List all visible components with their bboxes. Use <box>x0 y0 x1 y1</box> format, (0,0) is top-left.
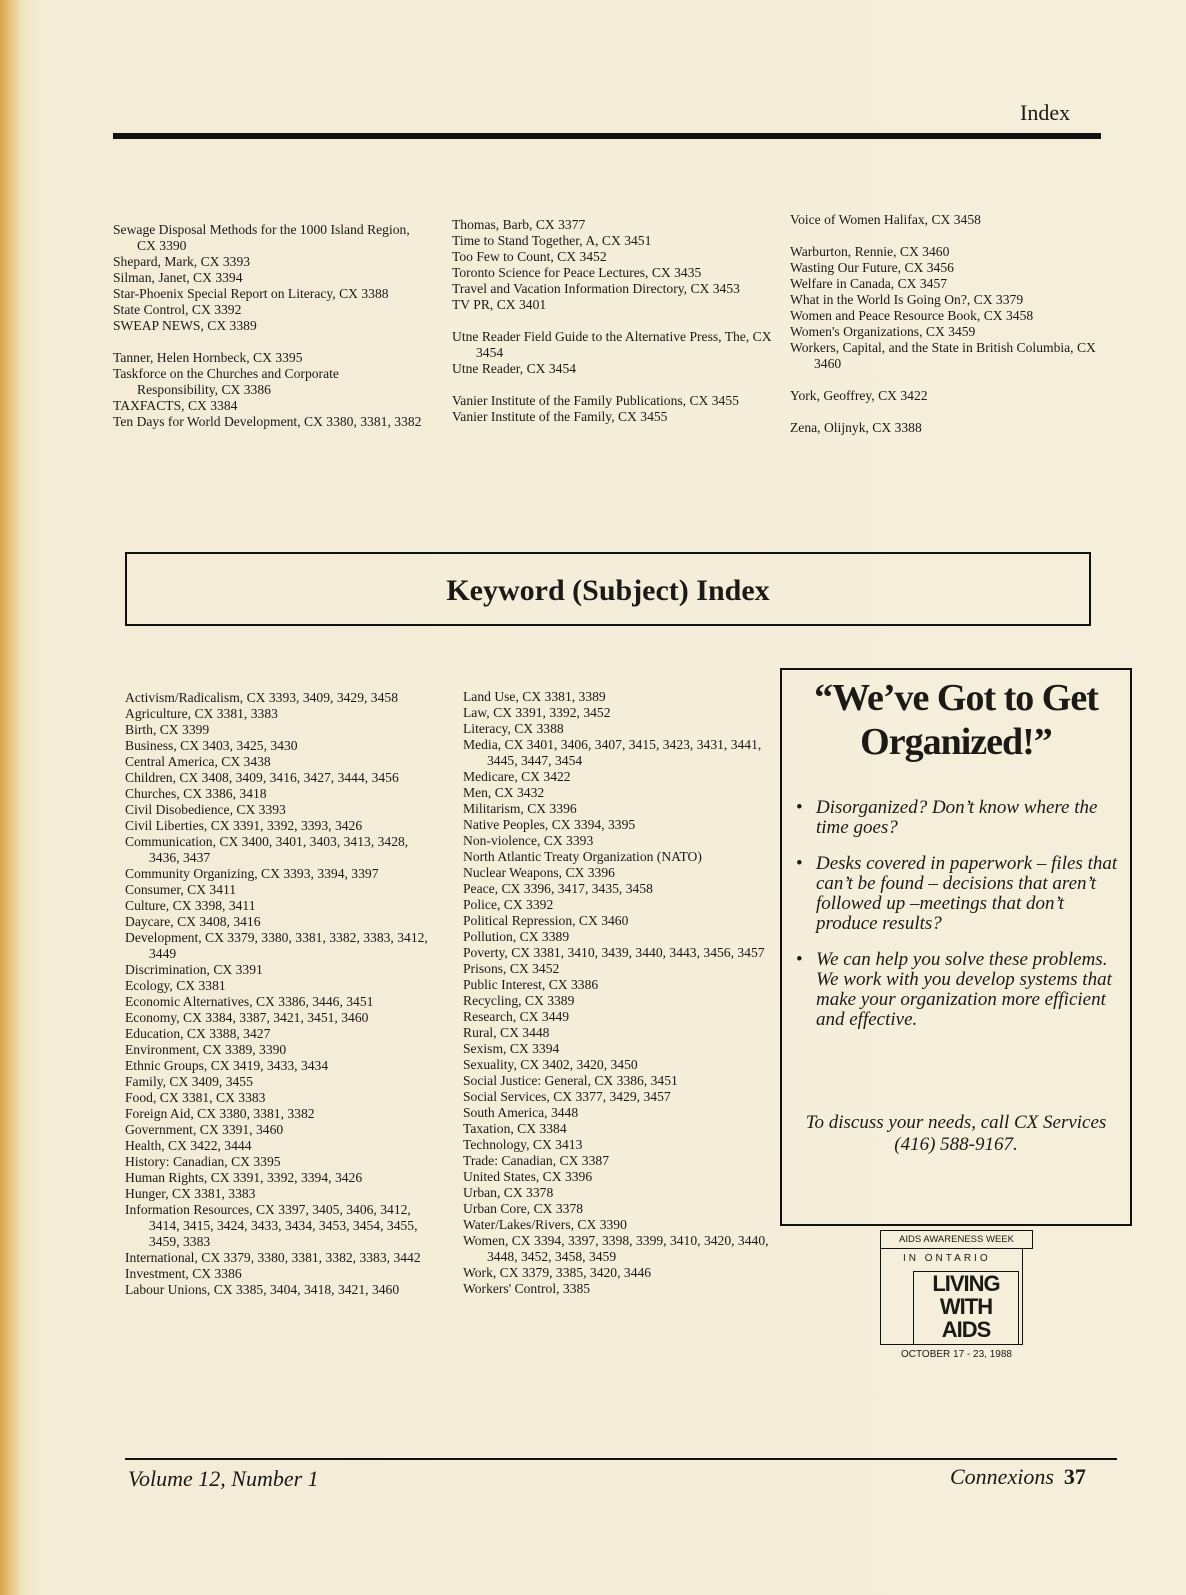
advert-bullet-item <box>794 798 1122 838</box>
index-entry: Daycare, CX 3408, 3416 <box>125 914 261 929</box>
index-entry: SWEAP NEWS, CX 3389 <box>113 318 257 333</box>
index-entry: Discrimination, CX 3391 <box>125 962 263 977</box>
index-entry: Non-violence, CX 3393 <box>463 833 594 848</box>
aids-awareness-notice <box>880 1230 1033 1378</box>
index-entry: Family, CX 3409, 3455 <box>125 1074 253 1089</box>
index-entry: Economic Alternatives, CX 3386, 3446, 3451 <box>125 994 374 1009</box>
index-entry: United States, CX 3396 <box>463 1169 593 1184</box>
index-entry: Public Interest, CX 3386 <box>463 977 599 992</box>
index-entry: York, Geoffrey, CX 3422 <box>790 388 928 403</box>
index-entry: Women and Peace Resource Book, CX 3458 <box>790 308 1034 323</box>
aids-logo-line: WITH <box>939 1294 993 1319</box>
author-index-column-2 <box>452 217 772 425</box>
index-entry: Welfare in Canada, CX 3457 <box>790 276 948 291</box>
index-entry: Warburton, Rennie, CX 3460 <box>790 244 950 259</box>
aids-logo-line: LIVING <box>932 1271 1000 1296</box>
index-entry: State Control, CX 3392 <box>113 302 242 317</box>
bullet-icon: • <box>796 853 803 874</box>
index-entry: Medicare, CX 3422 <box>463 769 571 784</box>
index-entry: Research, CX 3449 <box>463 1009 570 1024</box>
index-entry: Economy, CX 3384, 3387, 3421, 3451, 3460 <box>125 1010 369 1025</box>
advert-headline: “We’ve Got to Get Organized!” <box>814 677 1098 763</box>
index-entry: Ten Days for World Development, CX 3380, 3381, 3382 <box>113 414 422 429</box>
index-entry: Water/Lakes/Rivers, CX 3390 <box>463 1217 627 1232</box>
index-entry: Zena, Olijnyk, CX 3388 <box>790 420 922 435</box>
advert-call-to-action <box>792 1112 1120 1156</box>
index-entry: Star-Phoenix Special Report on Literacy, CX 3388 <box>113 286 389 301</box>
index-entry: Literacy, CX 3388 <box>463 721 564 736</box>
advert-bullet-list <box>794 798 1122 1046</box>
keyword-index-column-1 <box>125 690 441 1298</box>
index-entry: Police, CX 3392 <box>463 897 554 912</box>
index-entry: Shepard, Mark, CX 3393 <box>113 254 251 269</box>
index-entry: Labour Unions, CX 3385, 3404, 3418, 3421, 3460 <box>125 1282 400 1297</box>
publication-name: Connexions <box>950 1464 1054 1489</box>
aids-notice-header: AIDS AWARENESS WEEK <box>880 1230 1033 1249</box>
advert-bullet-item <box>794 854 1122 934</box>
aids-notice-frame <box>880 1249 1023 1345</box>
index-entry: Vanier Institute of the Family, CX 3455 <box>452 409 668 424</box>
index-entry: Civil Disobedience, CX 3393 <box>125 802 286 817</box>
aids-notice-subheader: IN ONTARIO <box>903 1253 991 1264</box>
index-entry: Civil Liberties, CX 3391, 3392, 3393, 3426 <box>125 818 363 833</box>
advert-bullet-text: Desks covered in paperwork – files that can’t be found – decisions that aren’t followed up –meetings that don’t produce results? <box>816 853 1118 934</box>
index-entry: Women's Organizations, CX 3459 <box>790 324 976 339</box>
index-entry: Prisons, CX 3452 <box>463 961 560 976</box>
index-entry: Wasting Our Future, CX 3456 <box>790 260 954 275</box>
index-entry: Taskforce on the Churches and Corporate Responsibility, CX 3386 <box>113 366 339 397</box>
index-entry: Workers, Capital, and the State in British Columbia, CX 3460 <box>790 340 1096 371</box>
index-entry: Trade: Canadian, CX 3387 <box>463 1153 609 1168</box>
bullet-icon: • <box>796 949 803 970</box>
bullet-icon: • <box>796 797 803 818</box>
index-entry: Health, CX 3422, 3444 <box>125 1138 252 1153</box>
index-entry: Tanner, Helen Hornbeck, CX 3395 <box>113 350 303 365</box>
aids-notice-dates: OCTOBER 17 - 23, 1988 <box>901 1349 1012 1360</box>
index-entry: Consumer, CX 3411 <box>125 882 237 897</box>
index-entry: Voice of Women Halifax, CX 3458 <box>790 212 981 227</box>
index-entry: Education, CX 3388, 3427 <box>125 1026 271 1041</box>
index-entry: Ethnic Groups, CX 3419, 3433, 3434 <box>125 1058 329 1073</box>
author-index-column-1 <box>113 222 423 430</box>
index-entry: Silman, Janet, CX 3394 <box>113 270 243 285</box>
index-entry: Land Use, CX 3381, 3389 <box>463 689 606 704</box>
index-entry: TAXFACTS, CX 3384 <box>113 398 238 413</box>
index-entry: Taxation, CX 3384 <box>463 1121 567 1136</box>
index-entry: Travel and Vacation Information Directory, CX 3453 <box>452 281 740 296</box>
advert-call-text: To discuss your needs, call CX Services <box>805 1112 1107 1133</box>
index-entry: Poverty, CX 3381, 3410, 3439, 3440, 3443, 3456, 3457 <box>463 945 765 960</box>
index-entry: Activism/Radicalism, CX 3393, 3409, 3429, 3458 <box>125 690 398 705</box>
keyword-index-banner <box>125 552 1091 626</box>
index-entry: Agriculture, CX 3381, 3383 <box>125 706 278 721</box>
index-entry: Foreign Aid, CX 3380, 3381, 3382 <box>125 1106 315 1121</box>
index-entry: Social Justice: General, CX 3386, 3451 <box>463 1073 678 1088</box>
bottom-rule <box>125 1458 1117 1460</box>
index-entry: What in the World Is Going On?, CX 3379 <box>790 292 1024 307</box>
index-entry: Community Organizing, CX 3393, 3394, 3397 <box>125 866 379 881</box>
index-entry: Utne Reader, CX 3454 <box>452 361 577 376</box>
index-entry: Investment, CX 3386 <box>125 1266 242 1281</box>
index-entry: Government, CX 3391, 3460 <box>125 1122 284 1137</box>
index-entry: Utne Reader Field Guide to the Alternative Press, The, CX 3454 <box>452 329 772 360</box>
index-entry: Hunger, CX 3381, 3383 <box>125 1186 256 1201</box>
index-entry: South America, 3448 <box>463 1105 579 1120</box>
index-entry: Recycling, CX 3389 <box>463 993 575 1008</box>
index-entry: Central America, CX 3438 <box>125 754 271 769</box>
index-entry: Birth, CX 3399 <box>125 722 210 737</box>
index-entry: Peace, CX 3396, 3417, 3435, 3458 <box>463 881 653 896</box>
cx-services-advert <box>780 668 1132 1226</box>
index-entry: Work, CX 3379, 3385, 3420, 3446 <box>463 1265 652 1280</box>
index-entry: Information Resources, CX 3397, 3405, 3406, 3412, 3414, 3415, 3424, 3433, 3434, 3453, 3454, 3455, 3459, 3383 <box>125 1202 418 1249</box>
index-entry: Law, CX 3391, 3392, 3452 <box>463 705 611 720</box>
index-entry: Militarism, CX 3396 <box>463 801 577 816</box>
index-entry: Sexuality, CX 3402, 3420, 3450 <box>463 1057 638 1072</box>
index-entry: Time to Stand Together, A, CX 3451 <box>452 233 652 248</box>
index-entry: Environment, CX 3389, 3390 <box>125 1042 287 1057</box>
keyword-index-column-2 <box>463 689 775 1297</box>
index-entry: Thomas, Barb, CX 3377 <box>452 217 586 232</box>
index-entry: Women, CX 3394, 3397, 3398, 3399, 3410, 3420, 3440, 3448, 3452, 3458, 3459 <box>463 1233 769 1264</box>
index-entry: Churches, CX 3386, 3418 <box>125 786 267 801</box>
index-entry: International, CX 3379, 3380, 3381, 3382, 3383, 3442 <box>125 1250 421 1265</box>
advert-phone-number: (416) 588-9167. <box>894 1134 1018 1155</box>
index-entry: Men, CX 3432 <box>463 785 545 800</box>
index-entry: Food, CX 3381, CX 3383 <box>125 1090 266 1105</box>
living-with-aids-logo <box>913 1271 1019 1345</box>
index-entry: History: Canadian, CX 3395 <box>125 1154 281 1169</box>
index-entry: Communication, CX 3400, 3401, 3403, 3413, 3428, 3436, 3437 <box>125 834 409 865</box>
index-entry: Social Services, CX 3377, 3429, 3457 <box>463 1089 671 1104</box>
index-entry: Technology, CX 3413 <box>463 1137 583 1152</box>
top-rule <box>113 133 1101 139</box>
index-entry: Development, CX 3379, 3380, 3381, 3382, 3383, 3412, 3449 <box>125 930 428 961</box>
index-entry: Children, CX 3408, 3409, 3416, 3427, 3444, 3456 <box>125 770 399 785</box>
index-entry: Sexism, CX 3394 <box>463 1041 560 1056</box>
index-entry: Media, CX 3401, 3406, 3407, 3415, 3423, 3431, 3441, 3445, 3447, 3454 <box>463 737 762 768</box>
index-entry: Human Rights, CX 3391, 3392, 3394, 3426 <box>125 1170 363 1185</box>
keyword-index-title: Keyword (Subject) Index <box>446 574 770 607</box>
index-entry: Native Peoples, CX 3394, 3395 <box>463 817 636 832</box>
footer-volume: Volume 12, Number 1 <box>128 1466 319 1491</box>
aids-logo-line: AIDS <box>941 1317 991 1342</box>
index-entry: North Atlantic Treaty Organization (NATO) <box>463 849 702 864</box>
author-index-column-3 <box>790 212 1110 436</box>
index-entry: Urban Core, CX 3378 <box>463 1201 584 1216</box>
index-entry: Nuclear Weapons, CX 3396 <box>463 865 615 880</box>
advert-bullet-text: We can help you solve these problems. We work with you develop systems that make your organization more efficient and effective. <box>816 949 1112 1030</box>
index-entry: Vanier Institute of the Family Publications, CX 3455 <box>452 393 739 408</box>
index-entry: Urban, CX 3378 <box>463 1185 554 1200</box>
index-entry: Political Repression, CX 3460 <box>463 913 629 928</box>
index-entry: Sewage Disposal Methods for the 1000 Island Region, CX 3390 <box>113 222 410 253</box>
index-entry: TV PR, CX 3401 <box>452 297 547 312</box>
footer-publication <box>950 1464 1086 1490</box>
advert-bullet-item <box>794 950 1122 1030</box>
section-title: Index <box>1020 100 1071 125</box>
index-entry: Rural, CX 3448 <box>463 1025 550 1040</box>
index-entry: Business, CX 3403, 3425, 3430 <box>125 738 298 753</box>
index-entry: Culture, CX 3398, 3411 <box>125 898 256 913</box>
advert-bullet-text: Disorganized? Don’t know where the time goes? <box>816 797 1098 838</box>
page-number: 37 <box>1063 1464 1086 1489</box>
index-entry: Ecology, CX 3381 <box>125 978 226 993</box>
index-entry: Too Few to Count, CX 3452 <box>452 249 607 264</box>
index-entry: Workers' Control, 3385 <box>463 1281 591 1296</box>
index-entry: Toronto Science for Peace Lectures, CX 3435 <box>452 265 702 280</box>
index-entry: Pollution, CX 3389 <box>463 929 570 944</box>
